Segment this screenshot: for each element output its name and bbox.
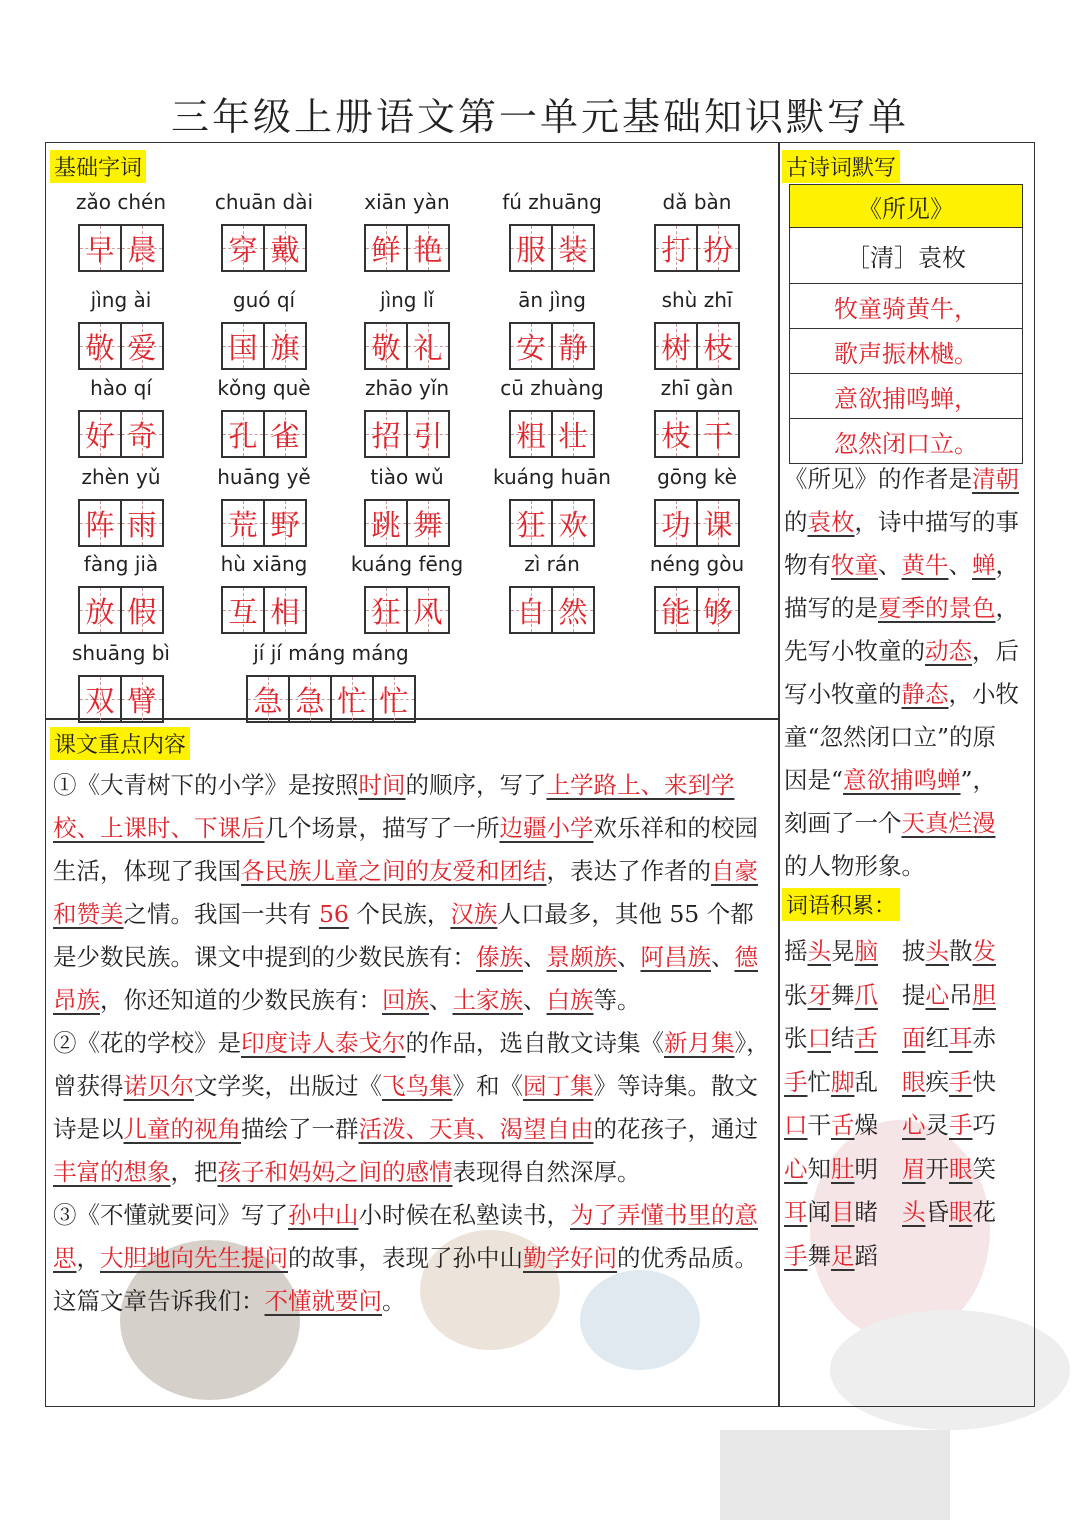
answer-text: 口 [807,1024,831,1052]
answer-text: 头 [902,1198,926,1226]
answer-text: 孙中山 [288,1201,359,1229]
answer-text: 黄牛 [901,551,949,579]
char-cell: 艳 [406,224,450,272]
answer-text: 手 [784,1067,808,1096]
poem-line: 忽然闭口立。 [834,429,978,458]
answer-text: 心 [902,1111,926,1139]
char-cell: 自 [509,586,553,634]
idioms-heading: 词语积累： [782,888,900,921]
char-cell: 放 [78,586,122,634]
word-boxes [221,410,307,458]
word-pinyin: kuáng fēng [350,552,464,576]
char-cell: 狂 [509,499,553,547]
answer-text: 手 [949,1111,973,1139]
char-cell: 雀 [263,410,307,458]
char-cell: 引 [406,410,450,458]
idiom: 张口结舌 [784,1024,878,1052]
word-pinyin: ān jìng [518,288,586,312]
idiom-row [784,1017,1024,1061]
lesson-heading: 课文重点内容 [50,727,190,760]
poem-title: 《所见》 [790,185,1022,228]
word-boxes [78,499,164,547]
answer-text: 印度诗人泰戈尔 [241,1029,406,1057]
char-cell: 能 [654,586,698,634]
answer-text: 天真烂漫 [901,809,996,837]
answer-text: 56 [318,900,349,928]
answer-text: 飞鸟集 [382,1072,453,1100]
char-cell: 舞 [406,499,450,547]
answer-text: 肚 [831,1154,855,1183]
word-pinyin: shù zhī [661,288,733,312]
answer-text: 眉 [902,1154,926,1183]
answer-text: 心 [925,980,949,1009]
char-cell: 旗 [263,322,307,370]
answer-text: 手 [784,1241,808,1270]
poem-heading: 古诗词默写 [782,150,900,183]
char-cell: 风 [406,586,450,634]
word-boxes [654,322,740,370]
words-heading: 基础字词 [50,150,146,183]
word-boxes [654,410,740,458]
char-cell: 晨 [120,224,164,272]
answer-text: 足 [831,1241,855,1270]
char-cell: 双 [78,675,122,723]
lesson-paragraph: ①《大青树下的小学》是按照时间的顺序，写了上学路上、来到学校、上课时、下课后几个场景，描写了一所边疆小学欢乐祥和的校园生活，体现了我国各民族儿童之间的友爱和团结，表达了作者的自豪和赞美之情。我国一共有 56 个民族，汉族人口最多，其他 55 个都是少数民族。课文中提到的少数民族有：傣族、景颇族、阿昌族、德昂族，你还知道的少数民族有：回族、土家族、白族等。 [53,771,758,1014]
poem-author: ［清］袁枚 [790,228,1022,284]
idiom: 眉开眼笑 [902,1154,996,1183]
word-pinyin: cū zhuàng [500,376,604,400]
char-cell: 急 [288,675,332,723]
answer-text: 爪 [854,980,878,1009]
answer-text: 汉族 [450,900,498,928]
word-boxes [654,586,740,634]
idiom-row [784,974,1024,1018]
word-pinyin: chuān dài [214,190,314,214]
analysis-line: 描写的是夏季的景色， [784,594,1019,622]
word-pinyin: jìng ài [90,288,152,312]
answer-text: 新月集 [664,1029,735,1057]
lesson-paragraph: ②《花的学校》是印度诗人泰戈尔的作品，选自散文诗集《新月集》，曾获得诺贝尔文学奖，出版过《飞鸟集》和《园丁集》等诗集。散文诗是以儿童的视角描绘了一群活泼、天真、渴望自由的花孩子，通过丰富的想象，把孩子和妈妈之间的感情表现得自然深厚。 [53,1029,770,1186]
char-cell: 鲜 [364,224,408,272]
char-cell: 欢 [551,499,595,547]
char-cell: 狂 [364,586,408,634]
char-cell: 功 [654,499,698,547]
word-pinyin: néng gòu [649,552,745,576]
char-cell: 装 [551,224,595,272]
char-cell: 枝 [696,322,740,370]
analysis-line: 童“忽然闭口立”的原 [784,723,997,751]
answer-text: 意欲捕鸣蝉 [843,766,961,794]
idiom: 张牙舞爪 [784,980,878,1009]
poem-line: 牧童骑黄牛， [790,284,1022,329]
poem-line: 歌声振林樾。 [790,329,1022,374]
answer-text: 土家族 [452,986,523,1014]
answer-text: 阿昌族 [640,943,711,971]
analysis-line: 刻画了一个天真烂漫 [784,809,996,837]
answer-text: 园丁集 [523,1072,594,1100]
lesson-paragraph: ③《不懂就要问》写了孙中山小时候在私塾读书，为了弄懂书里的意思，大胆地向先生提问的故事，表现了孙中山勤学好问的优秀品质。这篇文章告诉我们：不懂就要问。 [53,1201,758,1315]
idiom: 口干舌燥 [784,1111,878,1139]
answer-text: 勤学好问 [523,1244,617,1272]
word-boxes [509,410,595,458]
answer-text: 活泼、天真、渴望自由 [358,1115,594,1143]
char-cell: 爱 [120,322,164,370]
char-cell: 阵 [78,499,122,547]
char-cell: 穿 [221,224,265,272]
answer-text: 动态 [925,637,972,665]
answer-text: 蝉 [972,551,996,579]
word-pinyin: kuáng huān [493,465,611,489]
answer-text: 眼 [949,1154,973,1183]
analysis-line: 的袁枚，诗中描写的事 [784,508,1019,536]
analysis-line: 先写小牧童的动态，后 [784,637,1019,665]
char-cell: 课 [696,499,740,547]
word-boxes [78,224,164,272]
answer-text: 袁枚 [807,508,855,536]
word-boxes [364,322,450,370]
char-cell: 枝 [654,410,698,458]
word-pinyin: fú zhuāng [502,190,602,214]
analysis-line: 的人物形象。 [784,852,925,880]
idiom: 手忙脚乱 [784,1067,878,1096]
answer-text: 脚 [831,1067,855,1096]
answer-text: 自豪和赞美 [53,857,758,928]
answer-text: 静态 [901,680,949,708]
word-boxes [221,586,307,634]
answer-text: 清朝 [972,465,1019,493]
word-pinyin: fàng jià [83,552,159,576]
char-cell: 然 [551,586,595,634]
char-cell: 臂 [120,675,164,723]
word-boxes [654,224,740,272]
answer-text: 各民族儿童之间的友爱和团结 [241,857,547,885]
answer-text: 丰富的想象 [53,1158,171,1186]
word-boxes [364,224,450,272]
char-cell: 树 [654,322,698,370]
word-pinyin: zì rán [524,552,580,576]
answer-text: 不懂就要问 [264,1287,382,1315]
char-cell: 荒 [221,499,265,547]
answer-text: 耳 [949,1024,973,1052]
idiom: 耳闻目睹 [784,1198,878,1226]
answer-text: 回族 [382,986,429,1014]
char-cell: 打 [654,224,698,272]
answer-text: 牧童 [831,551,878,579]
word-boxes [654,499,740,547]
idiom: 摇头晃脑 [784,937,878,965]
word-boxes [221,322,307,370]
word-pinyin: hù xiāng [220,552,308,576]
word-boxes [221,224,307,272]
word-pinyin: huāng yě [217,465,311,489]
char-cell: 服 [509,224,553,272]
idiom: 手舞足蹈 [784,1241,878,1270]
answer-text: 大胆地向先生提问 [100,1244,288,1272]
char-cell: 雨 [120,499,164,547]
answer-text: 德昂族 [53,943,758,1014]
analysis-line: 物有牧童、黄牛、蝉， [784,551,1019,579]
poem-analysis [784,458,1034,888]
idiom-row [784,930,1024,974]
word-boxes [78,586,164,634]
idiom-row [784,1148,1024,1192]
word-boxes [509,224,595,272]
word-pinyin: tiào wǔ [370,465,444,489]
idiom-row [784,1061,1024,1105]
word-boxes [509,499,595,547]
idiom-list [784,930,1024,1278]
char-cell: 戴 [263,224,307,272]
answer-text: 白族 [546,986,594,1014]
word-pinyin: zhèn yǔ [81,465,161,489]
answer-text: 发 [972,937,996,965]
idiom: 头昏眼花 [902,1198,996,1226]
word-pinyin: kǒng què [217,376,311,400]
char-cell: 粗 [509,410,553,458]
answer-text: 目 [831,1198,855,1226]
char-cell: 静 [551,322,595,370]
word-boxes [221,499,307,547]
char-cell: 急 [246,675,290,723]
idiom: 心知肚明 [784,1154,878,1183]
answer-text: 牙 [807,980,831,1009]
char-cell: 奇 [120,410,164,458]
answer-text: 手 [949,1067,973,1096]
idiom: 披头散发 [902,937,996,965]
char-cell: 跳 [364,499,408,547]
char-cell: 相 [263,586,307,634]
word-pinyin: jí jí máng máng [253,641,409,665]
answer-text: 傣族 [476,943,523,971]
answer-text: 儿童的视角 [123,1115,241,1143]
answer-text: 面 [902,1024,926,1052]
idiom: 提心吊胆 [902,980,996,1009]
poem-line: 意欲捕鸣蝉， [790,374,1022,419]
word-pinyin: zǎo chén [76,190,166,214]
char-cell: 敬 [78,322,122,370]
char-cell: 壮 [551,410,595,458]
idiom-row [784,1235,1024,1279]
analysis-line: 写小牧童的静态，小牧 [784,680,1019,708]
idiom-row [784,1191,1024,1235]
char-cell: 扮 [696,224,740,272]
char-cell: 国 [221,322,265,370]
word-boxes [364,586,450,634]
word-pinyin: gōng kè [657,465,737,489]
answer-text: 时间 [358,771,406,799]
answer-text: 脑 [854,937,878,965]
word-boxes [78,322,164,370]
answer-text: 景颇族 [546,943,617,971]
answer-text: 眼 [902,1067,926,1096]
char-cell: 假 [120,586,164,634]
answer-text: 头 [807,937,831,965]
char-cell: 好 [78,410,122,458]
char-cell: 干 [696,410,740,458]
answer-text: 诺贝尔 [123,1072,194,1100]
char-cell: 孔 [221,410,265,458]
answer-text: 舌 [831,1111,855,1139]
answer-text: 耳 [784,1198,808,1226]
answer-text: 头 [925,937,949,965]
answer-text: 胆 [972,980,996,1009]
idiom: 面红耳赤 [902,1024,996,1052]
idiom: 心灵手巧 [902,1111,996,1139]
word-pinyin: jìng lǐ [380,288,434,312]
char-cell: 敬 [364,322,408,370]
char-cell: 早 [78,224,122,272]
word-boxes [364,410,450,458]
char-cell: 互 [221,586,265,634]
answer-text: 心 [784,1154,808,1183]
char-cell: 够 [696,586,740,634]
column-divider [778,142,780,1407]
word-boxes [509,322,595,370]
word-boxes [509,586,595,634]
word-pinyin: zhāo yǐn [364,376,450,400]
char-cell: 忙 [372,675,416,723]
analysis-line: 因是“意欲捕鸣蝉”， [784,766,997,794]
answer-text: 舌 [854,1024,878,1052]
char-cell: 野 [263,499,307,547]
answer-text: 边疆小学 [499,814,594,842]
word-pinyin: shuāng bì [71,641,170,665]
answer-text: 为了弄懂书里的意思 [53,1201,758,1272]
page-title: 三年级上册语文第一单元基础知识默写单 [170,95,909,139]
word-boxes [364,499,450,547]
analysis-line: 《所见》的作者是清朝 [784,465,1019,493]
word-pinyin: zhī gàn [660,376,734,400]
idiom: 眼疾手快 [902,1067,996,1096]
poem-box [789,184,1023,464]
answer-text: 夏季的景色 [878,594,996,622]
word-boxes [78,675,164,723]
word-boxes [78,410,164,458]
answer-text: 上学路上、来到学校、上课时、下课后 [53,771,735,842]
answer-text: 孩子和妈妈之间的感情 [217,1158,453,1186]
word-pinyin: guó qí [232,288,296,312]
char-cell: 忙 [330,675,374,723]
char-cell: 礼 [406,322,450,370]
word-pinyin: xiān yàn [364,190,450,214]
word-pinyin: dǎ bàn [662,190,732,214]
lesson-content [53,764,773,1323]
char-cell: 招 [364,410,408,458]
word-boxes [246,675,416,723]
word-pinyin: hào qí [90,376,152,400]
char-cell: 安 [509,322,553,370]
idiom-row [784,1104,1024,1148]
answer-text: 眼 [949,1198,973,1226]
answer-text: 口 [784,1111,808,1139]
